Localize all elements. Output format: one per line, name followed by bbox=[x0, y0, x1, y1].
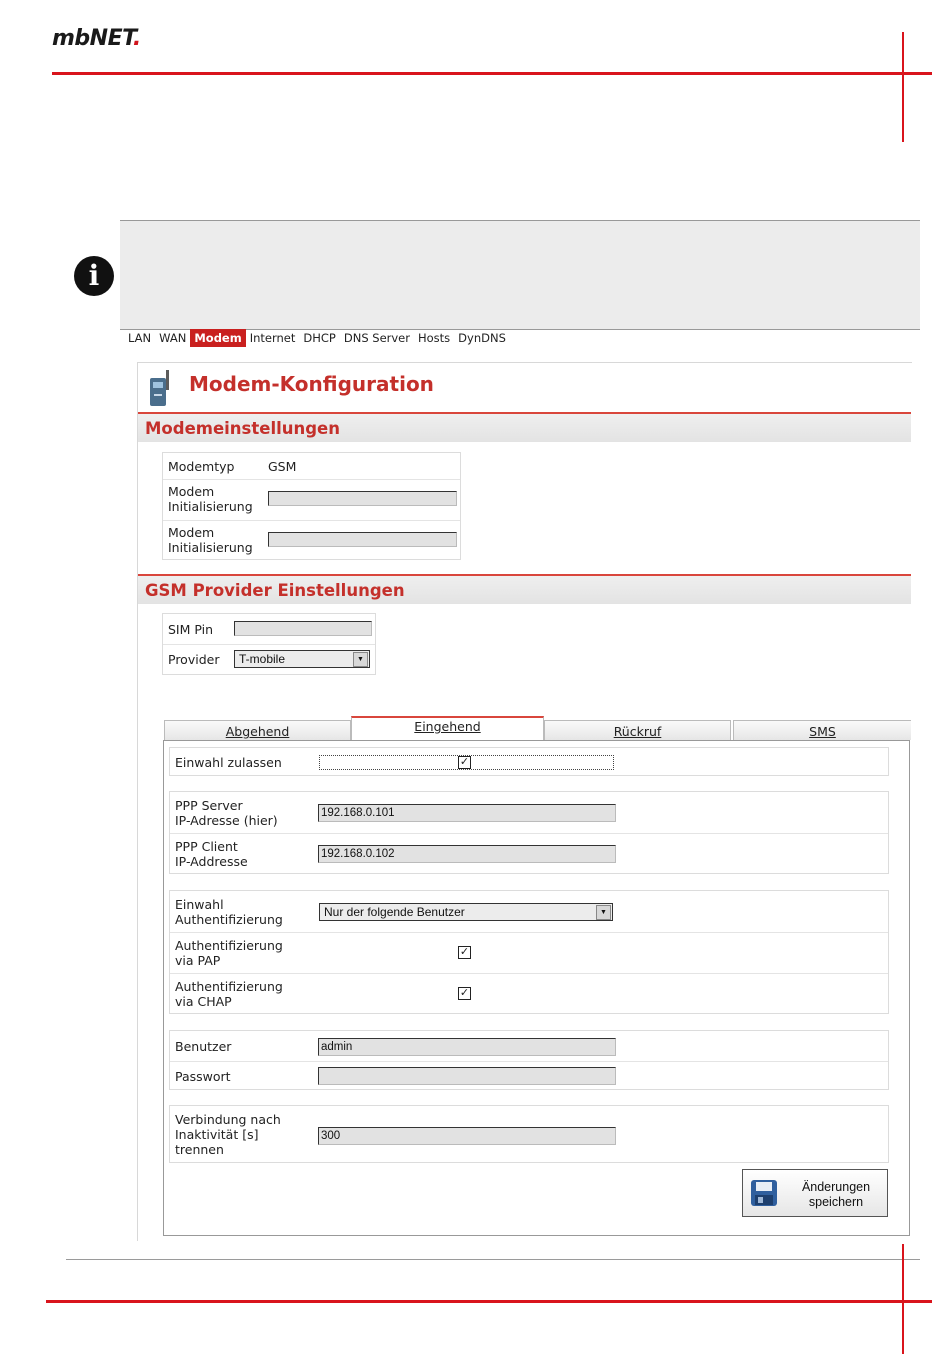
nav-item-dns-server[interactable]: DNS Server bbox=[343, 331, 410, 345]
nav-item-modem[interactable]: Modem bbox=[190, 329, 245, 347]
sim-pin-input[interactable] bbox=[234, 621, 372, 636]
header-divider bbox=[52, 72, 932, 75]
nav-item-wan[interactable]: WAN bbox=[159, 331, 187, 345]
provider-row bbox=[163, 644, 375, 675]
provider-label: Provider bbox=[168, 652, 220, 667]
timeout-label: Verbindung nach Inaktivität [s] trennen bbox=[175, 1112, 281, 1157]
margin-mark-bottom bbox=[902, 1244, 904, 1354]
footer-divider bbox=[46, 1300, 932, 1303]
auth-row bbox=[170, 891, 888, 933]
modem-init-label-2: Modem Initialisierung bbox=[168, 525, 253, 555]
einwahl-zulassen-checkbox[interactable]: ✓ bbox=[459, 755, 470, 768]
top-nav bbox=[124, 329, 510, 347]
chevron-down-icon[interactable]: ▼ bbox=[596, 905, 611, 920]
tab-abgehend[interactable]: Abgehend bbox=[164, 720, 351, 740]
chevron-down-icon[interactable]: ▼ bbox=[353, 652, 368, 667]
modemtyp-row bbox=[163, 453, 460, 480]
section-modem-title: Modemeinstellungen bbox=[138, 412, 911, 442]
tab-sms[interactable]: SMS bbox=[733, 720, 911, 740]
tab-rueckruf[interactable]: Rückruf bbox=[544, 720, 731, 740]
pap-row bbox=[170, 932, 888, 974]
ppp-client-input[interactable]: 192.168.0.102 bbox=[318, 845, 616, 863]
info-box bbox=[120, 220, 920, 330]
sim-pin-label: SIM Pin bbox=[168, 622, 214, 637]
nav-item-lan[interactable]: LAN bbox=[128, 331, 152, 345]
nav-item-internet[interactable]: Internet bbox=[249, 331, 296, 345]
footer-divider-grey bbox=[66, 1259, 920, 1260]
modemtyp-label: Modemtyp bbox=[168, 459, 235, 474]
mbnet-logo: mbNET. bbox=[52, 26, 141, 51]
provider-select[interactable] bbox=[234, 650, 370, 668]
floppy-disk-icon bbox=[750, 1179, 778, 1207]
auth-select[interactable] bbox=[319, 903, 613, 921]
sim-pin-row bbox=[163, 614, 375, 645]
provider-select-value: T-mobile bbox=[239, 652, 286, 666]
group-credentials bbox=[169, 1030, 889, 1090]
pap-label: Authentifizierung via PAP bbox=[175, 938, 283, 968]
ppp-server-input[interactable]: 192.168.0.101 bbox=[318, 804, 616, 822]
group-ppp bbox=[169, 791, 889, 874]
group-timeout bbox=[169, 1105, 889, 1163]
modem-icon bbox=[147, 368, 177, 408]
page-title: Modem-Konfiguration bbox=[189, 372, 434, 396]
modem-settings-table bbox=[162, 452, 461, 560]
chap-label: Authentifizierung via CHAP bbox=[175, 979, 283, 1009]
timeout-input[interactable]: 300 bbox=[318, 1127, 616, 1145]
modem-init-input-2[interactable] bbox=[268, 532, 457, 547]
einwahl-zulassen-label: Einwahl zulassen bbox=[175, 755, 282, 770]
auth-label: Einwahl Authentifizierung bbox=[175, 897, 283, 927]
auth-select-value: Nur der folgende Benutzer bbox=[324, 905, 465, 919]
tab-eingehend[interactable]: Eingehend bbox=[351, 716, 544, 740]
margin-mark-top bbox=[902, 32, 904, 142]
nav-item-dyndns[interactable]: DynDNS bbox=[458, 331, 506, 345]
info-icon: i bbox=[74, 256, 114, 296]
modem-init-label-1: Modem Initialisierung bbox=[168, 484, 253, 514]
benutzer-label: Benutzer bbox=[175, 1039, 232, 1054]
modemtyp-value: GSM bbox=[268, 459, 297, 474]
ppp-server-label: PPP Server IP-Adresse (hier) bbox=[175, 798, 278, 828]
chap-row bbox=[170, 973, 888, 1014]
modem-init-row-2 bbox=[163, 520, 460, 560]
pap-checkbox[interactable]: ✓ bbox=[459, 945, 470, 958]
passwort-input[interactable] bbox=[318, 1067, 616, 1085]
ppp-server-row bbox=[170, 792, 888, 834]
benutzer-row bbox=[170, 1031, 888, 1062]
benutzer-input[interactable]: admin bbox=[318, 1038, 616, 1056]
modem-init-row-1 bbox=[163, 479, 460, 521]
save-button-label: Änderungen speichern bbox=[801, 1180, 871, 1209]
nav-item-dhcp[interactable]: DHCP bbox=[303, 331, 336, 345]
nav-item-hosts[interactable]: Hosts bbox=[417, 331, 451, 345]
passwort-label: Passwort bbox=[175, 1069, 231, 1084]
save-button[interactable] bbox=[742, 1169, 888, 1217]
section-gsm-title: GSM Provider Einstellungen bbox=[138, 574, 911, 604]
modem-init-input-1[interactable] bbox=[268, 491, 457, 506]
chap-checkbox[interactable]: ✓ bbox=[459, 986, 470, 999]
passwort-row bbox=[170, 1061, 888, 1090]
ppp-client-label: PPP Client IP-Addresse bbox=[175, 839, 248, 869]
ppp-client-row bbox=[170, 833, 888, 874]
group-einwahl bbox=[169, 747, 889, 776]
group-auth bbox=[169, 890, 889, 1014]
gsm-settings-table bbox=[162, 613, 376, 675]
